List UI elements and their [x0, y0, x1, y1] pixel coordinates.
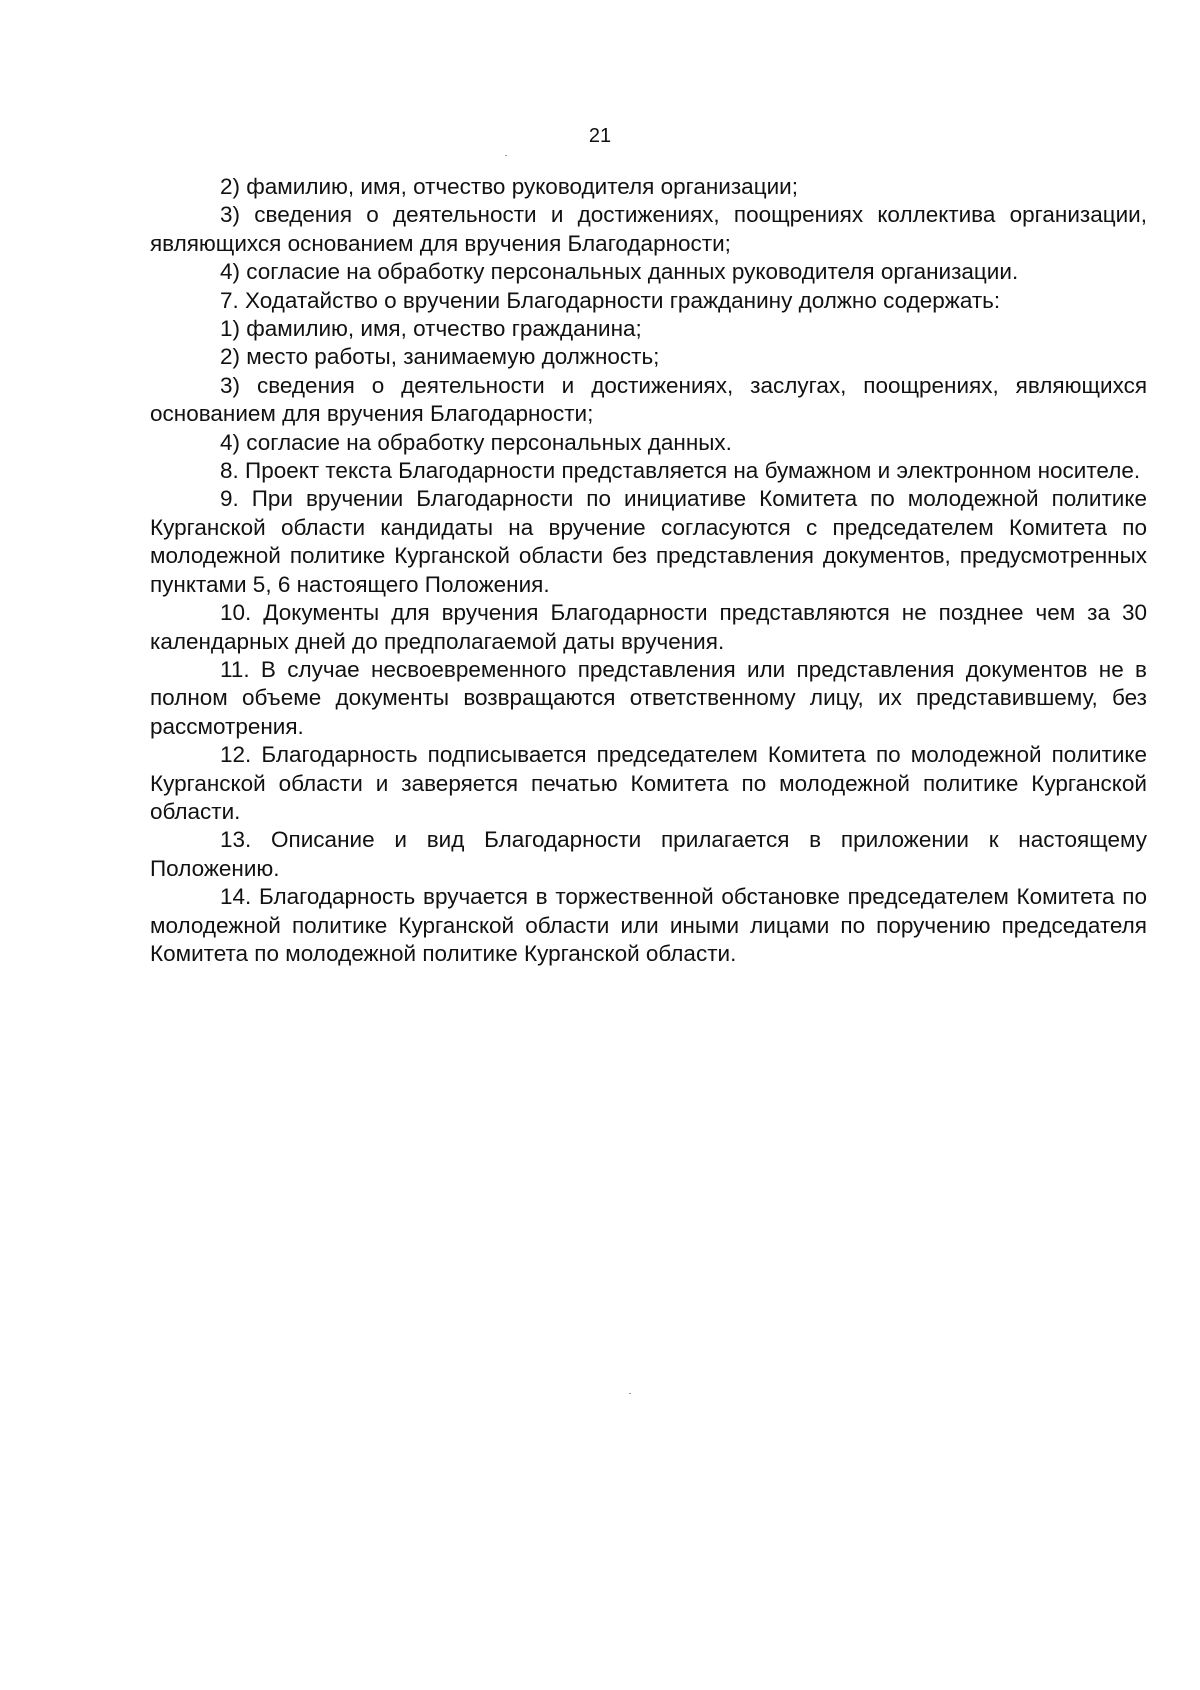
scan-speck — [629, 1393, 631, 1394]
paragraph: 2) место работы, занимаемую должность; — [220, 344, 660, 370]
paragraph: 3) сведения о деятельности и достижениях, заслугах, поощрениях, являющихся основанием для вручения Благодарности; — [150, 372, 1147, 427]
page-number: 21 — [588, 125, 612, 147]
paragraph: 3) сведения о деятельности и достижениях, поощрениях коллектива организации, являющихся основанием для вручения Благодарности; — [150, 202, 1147, 256]
paragraph: 1) фамилию, имя, отчество гражданина; — [220, 316, 642, 342]
paragraph: 8. Проект текста Благодарности представляется на бумажном и электронном носителе. — [220, 458, 1141, 484]
paragraph: 2) фамилию, имя, отчество руководителя организации; — [220, 174, 798, 199]
document-body — [150, 173, 1147, 968]
paragraph: 7. Ходатайство о вручении Благодарности гражданину должно содержать: — [220, 287, 1001, 313]
paragraph: 9. При вручении Благодарности по инициативе Комитета по молодежной политике Курганской области кандидаты на вручение согласуются с председателем Комитета по молодежной политике Курганской области без представления документов, предусмотренных пунктами 5, 6 настоящего Положения. — [150, 486, 1147, 597]
scan-speck — [505, 155, 507, 156]
paragraph: 4) согласие на обработку персональных данных руководителя организации. — [220, 259, 1019, 285]
paragraph: 10. Документы для вручения Благодарности представляются не позднее чем за 30 календарных дней до предполагаемой даты вручения. — [150, 600, 1147, 654]
paragraph: 11. В случае несвоевременного представления или представления документов не в полном объеме документы возвращаются ответственному лицу, их представившему, без рассмотрения. — [150, 656, 1147, 739]
paragraph: 14. Благодарность вручается в торжественной обстановке председателем Комитета по молодежной политике Курганской области или иными лицами по поручению председателя Комитета по молодежной политике Курганской области. — [150, 884, 1147, 966]
paragraph: 13. Описание и вид Благодарности прилагается в приложении к настоящему Положению. — [150, 827, 1147, 881]
paragraph: 4) согласие на обработку персональных данных. — [220, 429, 732, 455]
paragraph: 12. Благодарность подписывается председателем Комитета по молодежной политике Курганской области и заверяется печатью Комитета по молодежной политике Курганской области. — [150, 742, 1147, 824]
